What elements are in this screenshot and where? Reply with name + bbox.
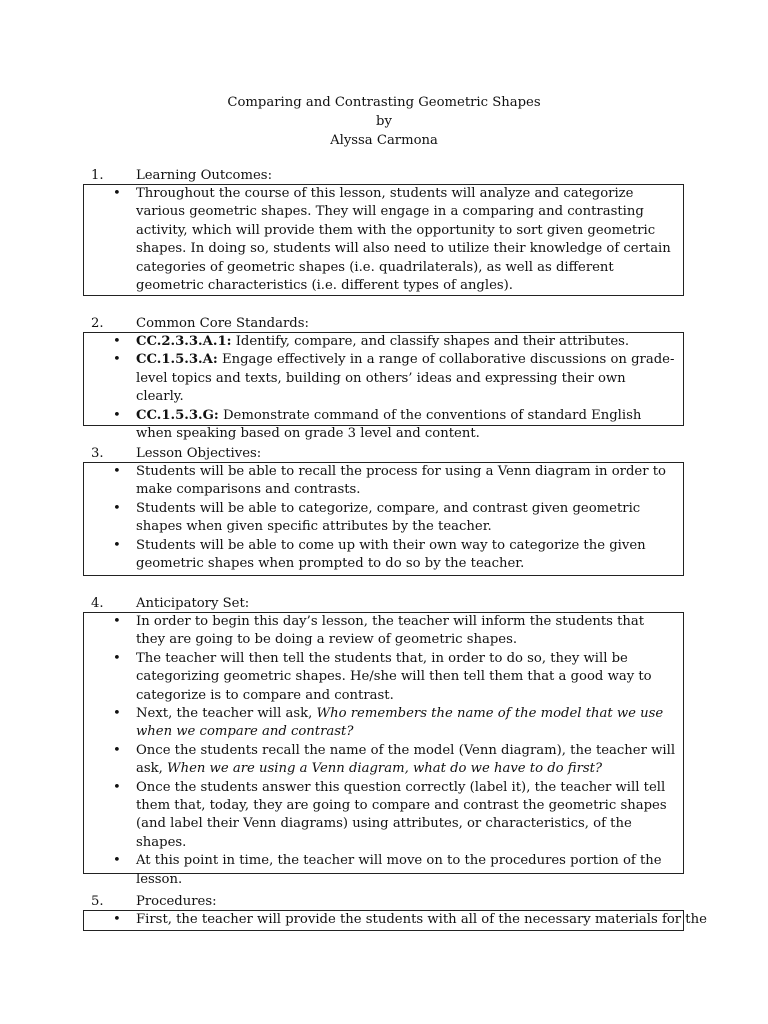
list-item: • Once the students recall the name of the model (Venn diagram), the teacher will ask, When we are using a Venn diagram, what do we have to do first? bbox=[84, 742, 683, 779]
list-item: • CC.2.3.3.A.1: Identify, compare, and classify shapes and their attributes. bbox=[84, 333, 683, 351]
section-box-anticipatory-set bbox=[83, 612, 684, 887]
document-title: Comparing and Contrasting Geometric Shapes bbox=[227, 95, 541, 110]
section-title: Common Core Standards: bbox=[136, 316, 309, 331]
section-heading-lesson-objectives bbox=[91, 444, 261, 463]
list-item: • In order to begin this day’s lesson, the teacher will inform the students that they are going to be doing a review of geometric shapes. bbox=[84, 613, 683, 650]
bullet-list bbox=[84, 185, 683, 295]
list-item: • The teacher will then tell the students that, in order to do so, they will be categorizing geometric shapes. He/she will then tell them that a good way to categorize is to compare and contrast. bbox=[84, 650, 683, 705]
list-item: • First, the teacher will provide the students with all of the necessary materials for the bbox=[84, 911, 683, 929]
list-item: • Students will be able to come up with their own way to categorize the given geometric shapes when prompted to do so by the teacher. bbox=[84, 537, 683, 574]
section-number: 5. bbox=[91, 894, 104, 909]
standard-code: CC.1.5.3.G: bbox=[136, 407, 219, 423]
section-box-lesson-objectives bbox=[83, 462, 684, 576]
list-item: • Once the students answer this question correctly (label it), the teacher will tell them that, today, they are going to compare and contrast the geometric shapes (and label their Venn diagrams) using attributes, or characteristics, of the shapes. bbox=[84, 779, 683, 853]
list-item: • Throughout the course of this lesson, students will analyze and categorize various geometric shapes. They will engage in a comparing and contrasting activity, which will provide them with the opportunity to sort given geometric shapes. In doing so, students will also need to utilize their knowledge of certain categories of geometric shapes (i.e. quadrilaterals), as well as different geometric characteristics (i.e. different types of angles). bbox=[84, 185, 683, 295]
section-number: 2. bbox=[91, 316, 104, 331]
section-title: Anticipatory Set: bbox=[136, 596, 250, 611]
teacher-question: Who remembers the name of the model that we use when we compare and contrast? bbox=[136, 706, 664, 740]
standard-code: CC.2.3.3.A.1: bbox=[136, 334, 232, 349]
bullet-list bbox=[84, 613, 683, 889]
section-number: 3. bbox=[91, 446, 104, 461]
section-title: Lesson Objectives: bbox=[136, 446, 262, 461]
document-by: by bbox=[376, 114, 392, 129]
teacher-question: When we are using a Venn diagram, what do we have to do first? bbox=[167, 761, 603, 777]
bullet-list bbox=[84, 333, 683, 443]
section-number: 1. bbox=[91, 168, 104, 183]
document-title-block bbox=[0, 93, 768, 150]
section-heading-learning-outcomes bbox=[91, 166, 272, 185]
section-box-procedures bbox=[83, 910, 707, 931]
document-author: Alyssa Carmona bbox=[330, 133, 438, 148]
list-item: • CC.1.5.3.A: Engage effectively in a range of collaborative discussions on grade-level topics and texts, building on others’ ideas and expressing their own clearly. bbox=[84, 351, 683, 406]
list-item: • CC.1.5.3.G: Demonstrate command of the conventions of standard English when speaking based on grade 3 level and content. bbox=[84, 407, 683, 444]
section-title: Procedures: bbox=[136, 894, 217, 909]
list-item: • At this point in time, the teacher will move on to the procedures portion of the lesson. bbox=[84, 852, 683, 889]
section-box-learning-outcomes bbox=[83, 184, 684, 296]
section-heading-anticipatory-set bbox=[91, 594, 249, 613]
section-heading-common-core-standards bbox=[91, 314, 309, 333]
list-item: • Next, the teacher will ask, Who remembers the name of the model that we use when we compare and contrast? bbox=[84, 705, 683, 742]
list-item: • Students will be able to recall the process for using a Venn diagram in order to make comparisons and contrasts. bbox=[84, 463, 683, 500]
bullet-list bbox=[84, 911, 707, 929]
section-heading-procedures bbox=[91, 892, 217, 911]
bullet-list bbox=[84, 463, 683, 573]
list-item: • Students will be able to categorize, compare, and contrast given geometric shapes when given specific attributes by the teacher. bbox=[84, 500, 683, 537]
section-number: 4. bbox=[91, 596, 104, 611]
standard-code: CC.1.5.3.A: bbox=[136, 352, 218, 368]
section-title: Learning Outcomes: bbox=[136, 168, 273, 183]
section-box-common-core-standards bbox=[83, 332, 684, 442]
